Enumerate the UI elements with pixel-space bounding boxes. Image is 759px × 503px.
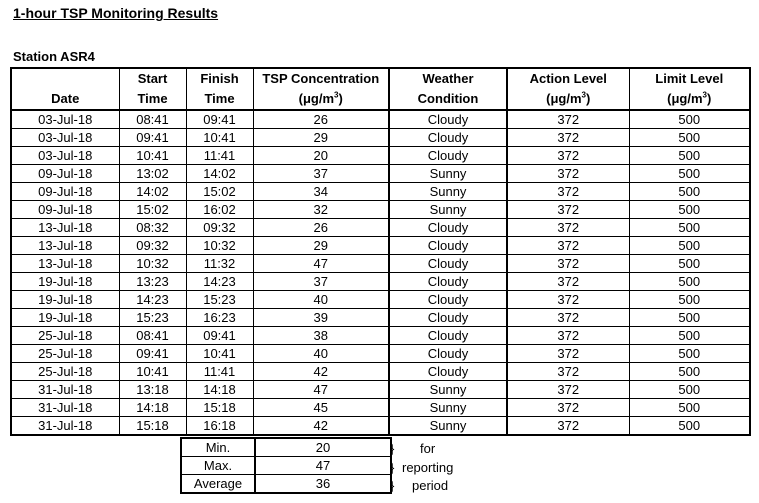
cell-start-time: 15:23 bbox=[119, 309, 186, 327]
cell-start-time: 08:32 bbox=[119, 219, 186, 237]
cell-start-time: 10:41 bbox=[119, 147, 186, 165]
summary-note bbox=[390, 477, 448, 494]
cell-start-time: 09:32 bbox=[119, 237, 186, 255]
cell-weather: Sunny bbox=[389, 201, 507, 219]
summary-label: Max. bbox=[181, 457, 255, 475]
table-row bbox=[11, 363, 750, 381]
cell-weather: Sunny bbox=[389, 399, 507, 417]
cell-action-level: 372 bbox=[507, 201, 629, 219]
cell-action-level: 372 bbox=[507, 363, 629, 381]
cell-finish-time: 11:32 bbox=[186, 255, 253, 273]
cell-finish-time: 14:23 bbox=[186, 273, 253, 291]
cell-tsp-concentration: 29 bbox=[253, 129, 389, 147]
cell-finish-time: 11:41 bbox=[186, 363, 253, 381]
cell-weather: Cloudy bbox=[389, 363, 507, 381]
cell-action-level: 372 bbox=[507, 255, 629, 273]
cell-finish-time: 10:32 bbox=[186, 237, 253, 255]
cell-start-time: 13:18 bbox=[119, 381, 186, 399]
cell-limit-level: 500 bbox=[629, 110, 750, 129]
cell-date: 25-Jul-18 bbox=[11, 363, 119, 381]
cell-finish-time: 14:18 bbox=[186, 381, 253, 399]
page-title: 1-hour TSP Monitoring Results bbox=[13, 5, 219, 21]
note-text: for bbox=[420, 441, 436, 456]
cell-date: 13-Jul-18 bbox=[11, 255, 119, 273]
cell-limit-level: 500 bbox=[629, 147, 750, 165]
table-row bbox=[11, 345, 750, 363]
summary-label: Average bbox=[181, 475, 255, 494]
cell-weather: Cloudy bbox=[389, 147, 507, 165]
cell-tsp-concentration: 42 bbox=[253, 363, 389, 381]
table-row bbox=[11, 110, 750, 129]
cell-finish-time: 09:41 bbox=[186, 327, 253, 345]
cell-date: 13-Jul-18 bbox=[11, 219, 119, 237]
summary-table bbox=[180, 437, 392, 494]
table-row bbox=[11, 309, 750, 327]
cell-finish-time: 15:23 bbox=[186, 291, 253, 309]
cell-limit-level: 500 bbox=[629, 165, 750, 183]
cell-finish-time: 09:32 bbox=[186, 219, 253, 237]
cell-weather: Cloudy bbox=[389, 273, 507, 291]
cell-tsp-concentration: 26 bbox=[253, 219, 389, 237]
cell-action-level: 372 bbox=[507, 237, 629, 255]
cell-tsp-concentration: 26 bbox=[253, 110, 389, 129]
cell-tsp-concentration: 37 bbox=[253, 165, 389, 183]
cell-action-level: 372 bbox=[507, 381, 629, 399]
cell-finish-time: 09:41 bbox=[186, 110, 253, 129]
cell-action-level: 372 bbox=[507, 129, 629, 147]
header-limit-level: Limit Level $(\mu g/m^3)$ bbox=[629, 68, 750, 110]
summary-row bbox=[181, 438, 391, 457]
cell-tsp-concentration: 29 bbox=[253, 237, 389, 255]
cell-date: 25-Jul-18 bbox=[11, 345, 119, 363]
header-weather-condition: Weather Condition bbox=[389, 68, 507, 110]
cell-finish-time: 10:41 bbox=[186, 129, 253, 147]
cell-date: 03-Jul-18 bbox=[11, 129, 119, 147]
cell-limit-level: 500 bbox=[629, 345, 750, 363]
table-row bbox=[11, 183, 750, 201]
cell-date: 09-Jul-18 bbox=[11, 165, 119, 183]
cell-start-time: 09:41 bbox=[119, 129, 186, 147]
cell-tsp-concentration: 40 bbox=[253, 345, 389, 363]
cell-date: 03-Jul-18 bbox=[11, 147, 119, 165]
cell-start-time: 15:02 bbox=[119, 201, 186, 219]
cell-tsp-concentration: 32 bbox=[253, 201, 389, 219]
cell-tsp-concentration: 20 bbox=[253, 147, 389, 165]
header-finish-time: Finish Time bbox=[186, 68, 253, 110]
cell-weather: Cloudy bbox=[389, 237, 507, 255]
cell-action-level: 372 bbox=[507, 327, 629, 345]
cell-tsp-concentration: 38 bbox=[253, 327, 389, 345]
summary-value: 47 bbox=[255, 457, 391, 475]
header-tsp-concentration: TSP Concentration $(\mu g/m^3)$ bbox=[253, 68, 389, 110]
cell-start-time: 08:41 bbox=[119, 110, 186, 129]
cell-limit-level: 500 bbox=[629, 273, 750, 291]
table-row bbox=[11, 219, 750, 237]
cell-weather: Sunny bbox=[389, 417, 507, 436]
note-brace: } bbox=[390, 441, 395, 456]
cell-weather: Cloudy bbox=[389, 129, 507, 147]
cell-action-level: 372 bbox=[507, 183, 629, 201]
table-row bbox=[11, 381, 750, 399]
cell-finish-time: 16:18 bbox=[186, 417, 253, 436]
cell-action-level: 372 bbox=[507, 147, 629, 165]
cell-limit-level: 500 bbox=[629, 237, 750, 255]
cell-limit-level: 500 bbox=[629, 183, 750, 201]
cell-limit-level: 500 bbox=[629, 291, 750, 309]
table-row bbox=[11, 201, 750, 219]
cell-action-level: 372 bbox=[507, 291, 629, 309]
summary-label: Min. bbox=[181, 438, 255, 457]
table-row bbox=[11, 399, 750, 417]
cell-limit-level: 500 bbox=[629, 417, 750, 436]
cell-start-time: 13:02 bbox=[119, 165, 186, 183]
cell-finish-time: 11:41 bbox=[186, 147, 253, 165]
cell-weather: Sunny bbox=[389, 165, 507, 183]
cell-start-time: 14:23 bbox=[119, 291, 186, 309]
cell-finish-time: 15:18 bbox=[186, 399, 253, 417]
cell-finish-time: 15:02 bbox=[186, 183, 253, 201]
cell-weather: Cloudy bbox=[389, 219, 507, 237]
summary-value: 36 bbox=[255, 475, 391, 494]
table-row bbox=[11, 129, 750, 147]
cell-finish-time: 14:02 bbox=[186, 165, 253, 183]
summary-row bbox=[181, 475, 391, 494]
cell-date: 31-Jul-18 bbox=[11, 381, 119, 399]
cell-action-level: 372 bbox=[507, 273, 629, 291]
cell-action-level: 372 bbox=[507, 110, 629, 129]
cell-date: 09-Jul-18 bbox=[11, 183, 119, 201]
cell-action-level: 372 bbox=[507, 309, 629, 327]
table-row bbox=[11, 237, 750, 255]
cell-limit-level: 500 bbox=[629, 129, 750, 147]
header-row bbox=[11, 68, 750, 110]
cell-tsp-concentration: 37 bbox=[253, 273, 389, 291]
cell-date: 19-Jul-18 bbox=[11, 291, 119, 309]
cell-limit-level: 500 bbox=[629, 399, 750, 417]
note-text: period bbox=[412, 478, 449, 493]
note-brace: } bbox=[390, 478, 395, 493]
cell-date: 19-Jul-18 bbox=[11, 273, 119, 291]
cell-weather: Cloudy bbox=[389, 255, 507, 273]
cell-date: 03-Jul-18 bbox=[11, 110, 119, 129]
cell-start-time: 14:18 bbox=[119, 399, 186, 417]
header-start-time: Start Time bbox=[119, 68, 186, 110]
station-label: Station ASR4 bbox=[13, 49, 95, 64]
cell-tsp-concentration: 34 bbox=[253, 183, 389, 201]
table-row bbox=[11, 165, 750, 183]
cell-action-level: 372 bbox=[507, 399, 629, 417]
summary-note bbox=[390, 440, 435, 457]
cell-action-level: 372 bbox=[507, 417, 629, 436]
cell-start-time: 08:41 bbox=[119, 327, 186, 345]
cell-action-level: 372 bbox=[507, 345, 629, 363]
cell-weather: Cloudy bbox=[389, 291, 507, 309]
cell-date: 09-Jul-18 bbox=[11, 201, 119, 219]
cell-action-level: 372 bbox=[507, 219, 629, 237]
table-row bbox=[11, 147, 750, 165]
cell-limit-level: 500 bbox=[629, 255, 750, 273]
cell-limit-level: 500 bbox=[629, 381, 750, 399]
cell-tsp-concentration: 47 bbox=[253, 381, 389, 399]
cell-limit-level: 500 bbox=[629, 219, 750, 237]
cell-action-level: 372 bbox=[507, 165, 629, 183]
cell-date: 25-Jul-18 bbox=[11, 327, 119, 345]
cell-finish-time: 10:41 bbox=[186, 345, 253, 363]
cell-tsp-concentration: 42 bbox=[253, 417, 389, 436]
summary-row bbox=[181, 457, 391, 475]
cell-tsp-concentration: 45 bbox=[253, 399, 389, 417]
note-brace: } bbox=[390, 459, 395, 475]
note-text: reporting bbox=[402, 459, 454, 475]
results-table-body bbox=[11, 110, 750, 435]
summary-note bbox=[390, 459, 453, 476]
cell-start-time: 09:41 bbox=[119, 345, 186, 363]
cell-date: 13-Jul-18 bbox=[11, 237, 119, 255]
cell-weather: Cloudy bbox=[389, 110, 507, 129]
cell-limit-level: 500 bbox=[629, 201, 750, 219]
cell-limit-level: 500 bbox=[629, 327, 750, 345]
cell-start-time: 10:32 bbox=[119, 255, 186, 273]
cell-start-time: 15:18 bbox=[119, 417, 186, 436]
cell-start-time: 10:41 bbox=[119, 363, 186, 381]
cell-date: 31-Jul-18 bbox=[11, 399, 119, 417]
results-table bbox=[10, 67, 751, 436]
table-row bbox=[11, 255, 750, 273]
cell-tsp-concentration: 47 bbox=[253, 255, 389, 273]
table-row bbox=[11, 291, 750, 309]
table-row bbox=[11, 273, 750, 291]
cell-date: 31-Jul-18 bbox=[11, 417, 119, 436]
cell-finish-time: 16:23 bbox=[186, 309, 253, 327]
cell-weather: Cloudy bbox=[389, 327, 507, 345]
cell-limit-level: 500 bbox=[629, 309, 750, 327]
summary-value: 20 bbox=[255, 438, 391, 457]
cell-weather: Sunny bbox=[389, 381, 507, 399]
cell-weather: Cloudy bbox=[389, 309, 507, 327]
header-action-level: Action Level $(\mu g/m^3)$ bbox=[507, 68, 629, 110]
cell-tsp-concentration: 39 bbox=[253, 309, 389, 327]
table-row bbox=[11, 327, 750, 345]
cell-start-time: 14:02 bbox=[119, 183, 186, 201]
cell-finish-time: 16:02 bbox=[186, 201, 253, 219]
cell-weather: Sunny bbox=[389, 183, 507, 201]
cell-weather: Cloudy bbox=[389, 345, 507, 363]
cell-limit-level: 500 bbox=[629, 363, 750, 381]
table-row bbox=[11, 417, 750, 436]
cell-date: 19-Jul-18 bbox=[11, 309, 119, 327]
cell-tsp-concentration: 40 bbox=[253, 291, 389, 309]
cell-start-time: 13:23 bbox=[119, 273, 186, 291]
header-date: Date bbox=[11, 68, 119, 110]
